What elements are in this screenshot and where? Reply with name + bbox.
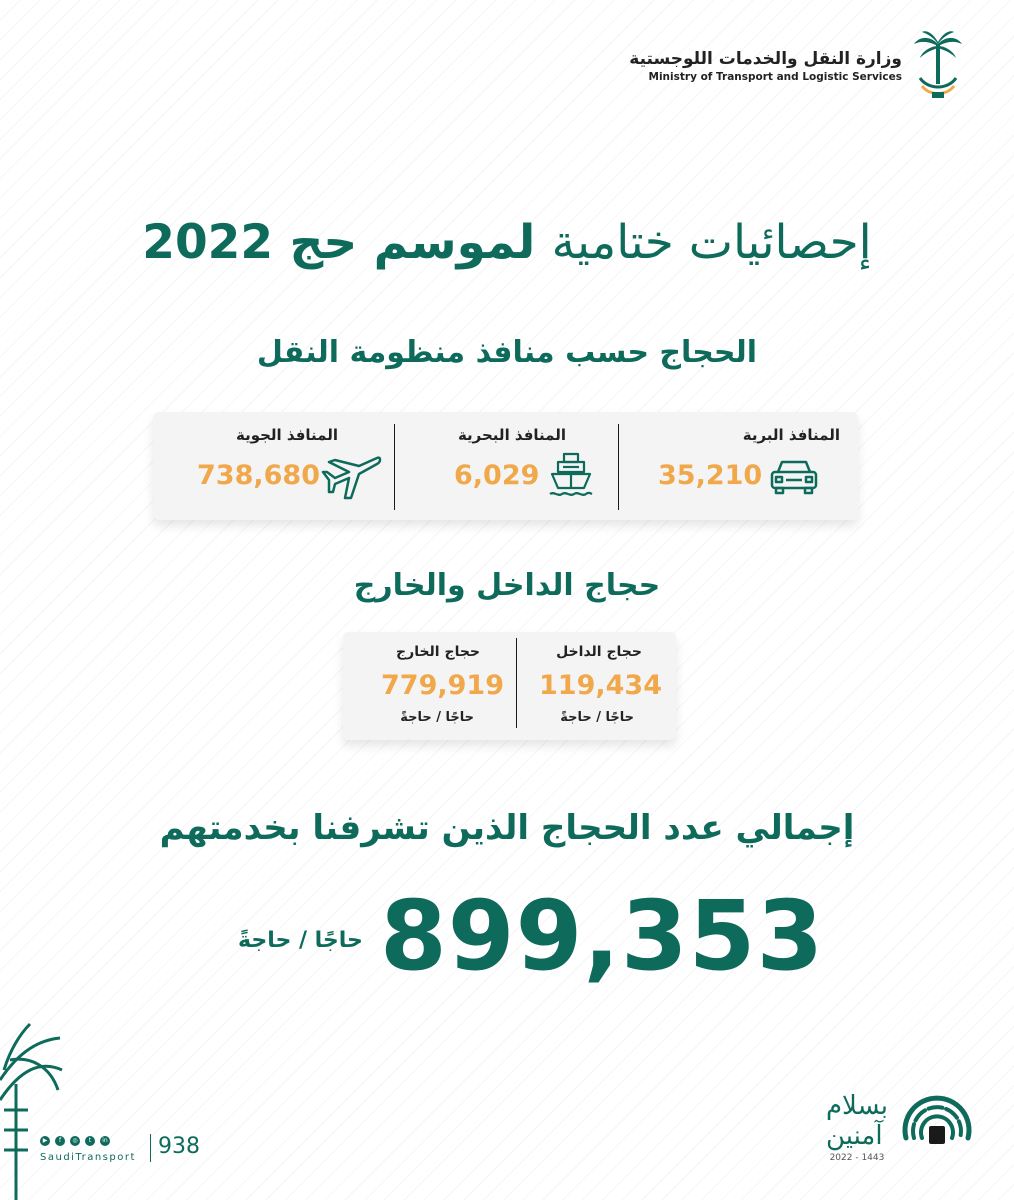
facebook-icon[interactable]: f [55,1136,65,1146]
slogan-logo [826,1090,974,1164]
twitter-icon[interactable]: t [85,1136,95,1146]
car-icon [768,456,820,496]
ship-icon [548,452,594,500]
divider [618,424,619,510]
total-heading: إجمالي عدد الحجاج الذين تشرفنا بخدمتهم [159,808,855,848]
divider [516,638,517,728]
page-title [0,215,1014,270]
kaaba-arcs-icon [900,1090,974,1164]
divider [394,424,395,510]
social-icons [40,1136,110,1146]
sea-ports-stat [394,412,618,520]
pilgrims-heading: حجاج الداخل والخارج [353,568,661,603]
ports-card [153,412,858,520]
land-ports-label: المنافذ البرية [742,426,840,444]
instagram-icon[interactable]: ◎ [70,1136,80,1146]
sea-ports-label: المنافذ البحرية [457,426,566,444]
slogan-year: 2022 - 1443 [829,1153,885,1163]
ministry-name-en: Ministry of Transport and Logistic Services [648,71,902,83]
footer-divider [150,1134,151,1162]
domestic-unit: حاجًا / حاجةً [560,710,634,725]
hotline-number: 938 [158,1134,200,1159]
title-part2: لموسم حج 2022 [142,215,536,270]
air-ports-value: 738,680 [197,460,320,491]
youtube-icon[interactable]: ▶ [40,1136,50,1146]
foreign-label: حجاج الخارج [396,644,480,660]
land-ports-value: 35,210 [658,460,763,491]
ports-heading: الحجاج حسب منافذ منظومة النقل [256,335,758,370]
slogan-line2: آمنين [825,1121,883,1151]
pilgrims-card [343,632,676,740]
domestic-label: حجاج الداخل [556,644,642,660]
ministry-name [629,49,902,83]
linkedin-icon[interactable]: in [100,1136,110,1146]
title-part1: إحصائيات ختامية [551,215,872,270]
air-ports-stat [153,412,394,520]
total-unit: حاجًا / حاجةً [238,928,363,953]
palm-swords-icon [912,30,964,102]
domestic-value: 119,434 [539,670,662,701]
air-ports-label: المنافذ الجوية [235,426,338,444]
airplane-icon [319,452,383,502]
ministry-logo [629,30,964,102]
slogan-text [826,1091,888,1163]
social-handle: SaudiTransport [40,1152,136,1163]
land-ports-stat [623,412,858,520]
sea-ports-value: 6,029 [454,460,540,491]
palm-graphic-icon [0,1020,220,1200]
foreign-value: 779,919 [381,670,504,701]
foreign-unit: حاجًا / حاجةً [400,710,474,725]
slogan-line1: بسلام [825,1091,888,1121]
ministry-name-ar: وزارة النقل والخدمات اللوجستية [629,49,902,69]
total-value: 899,353 [380,880,825,992]
